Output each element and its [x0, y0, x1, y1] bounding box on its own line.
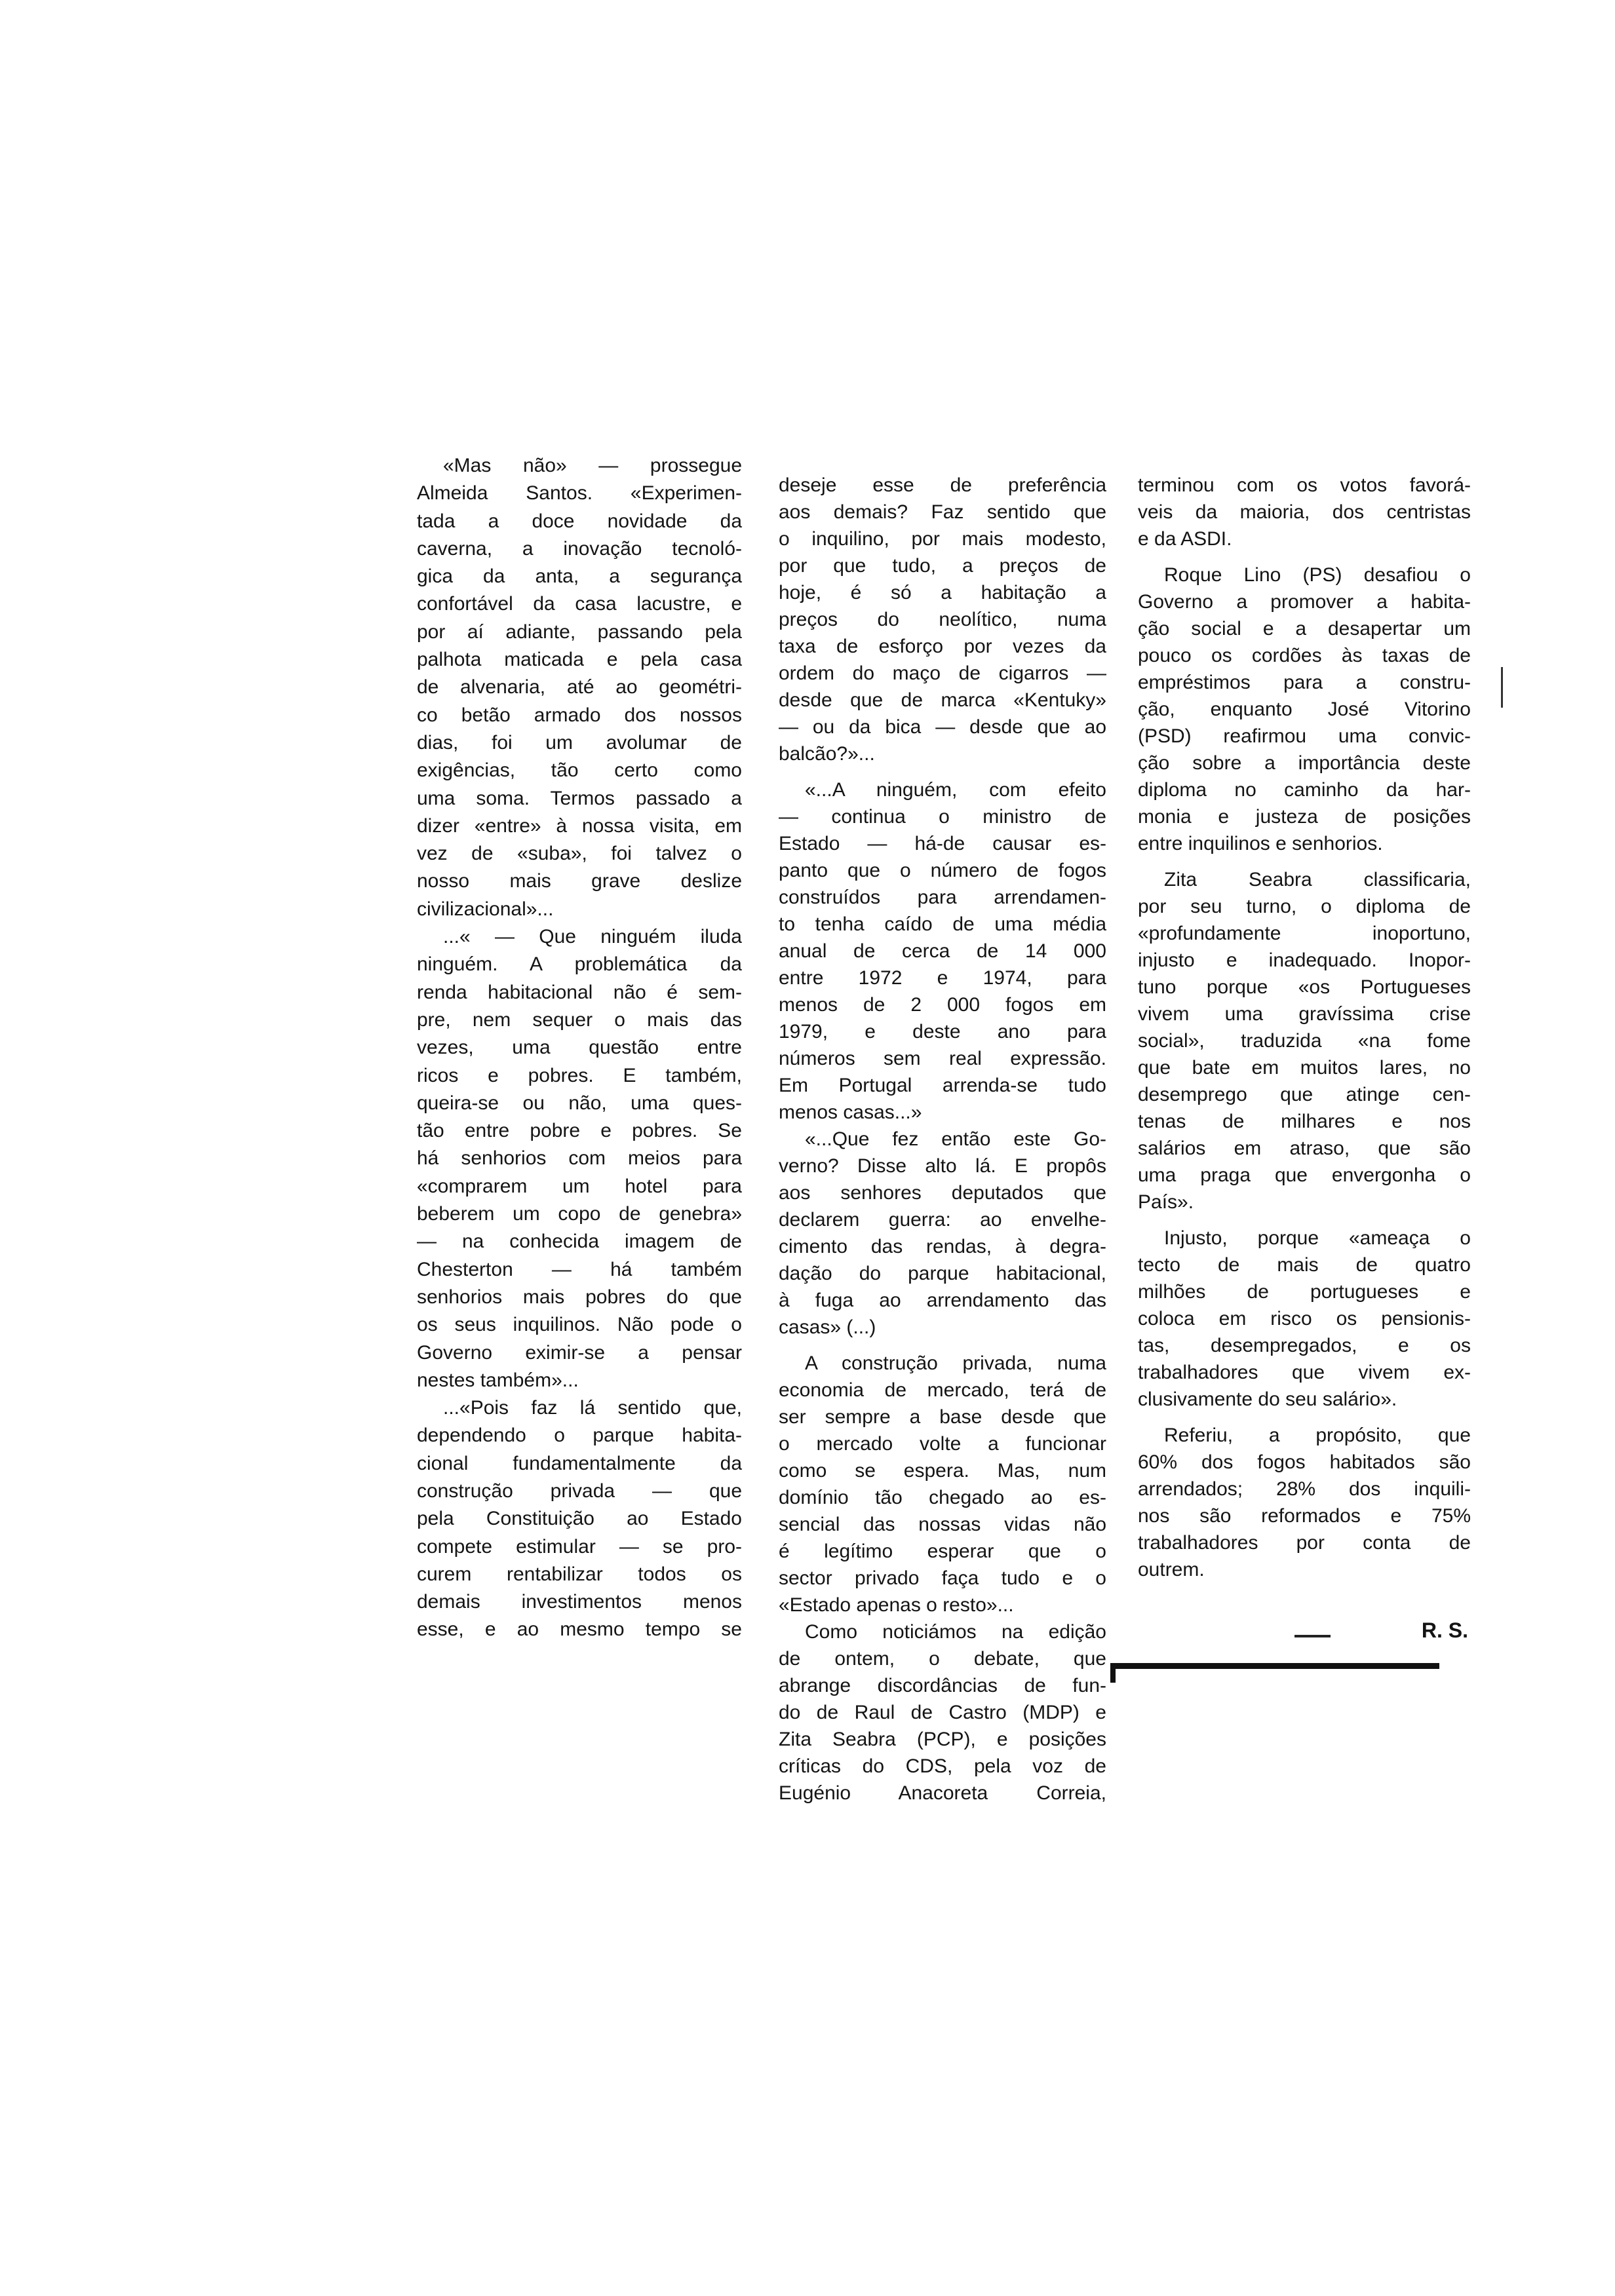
text-line: «...Que fez então este Go- — [805, 1128, 1106, 1150]
text-line: anual de cerca de 14 000 — [779, 940, 1106, 962]
paragraph — [779, 1126, 1106, 1341]
text-line: tenas de milhares e nos — [1138, 1111, 1471, 1132]
text-line: desde que de marca «Kentuky» — [779, 689, 1106, 711]
paragraph — [417, 1394, 742, 1644]
paragraph — [779, 1618, 1106, 1807]
text-line: vivem uma gravíssima crise — [1138, 1003, 1471, 1025]
text-line: co betão armado dos nossos — [417, 704, 742, 726]
text-line: renda habitacional não é sem- — [417, 981, 742, 1003]
text-line: «comprarem um hotel para — [417, 1175, 742, 1197]
text-line: ção social e a desapertar um — [1138, 618, 1471, 640]
text-line: terminou com os votos favorá- — [1138, 474, 1471, 496]
text-line: veis da maioria, dos centristas — [1138, 501, 1471, 523]
text-line: por que tudo, a preços de — [779, 555, 1106, 577]
text-line: construção privada — que — [417, 1480, 742, 1502]
text-line: casas» (...) — [779, 1316, 876, 1338]
text-line: Em Portugal arrenda-se tudo — [779, 1075, 1106, 1096]
text-line: social», traduzida «na fome — [1138, 1030, 1471, 1052]
text-line: números sem real expressão. — [779, 1048, 1106, 1069]
paragraph — [779, 1350, 1106, 1618]
text-line: ção sobre a importância deste — [1138, 752, 1471, 774]
author-signature: R. S. — [1421, 1618, 1468, 1642]
text-line: queira-se ou não, uma ques- — [417, 1092, 742, 1114]
paragraph — [417, 923, 742, 1394]
text-line: críticas do CDS, pela voz de — [779, 1755, 1106, 1777]
text-line: País». — [1138, 1191, 1194, 1213]
text-line: domínio tão chegado ao es- — [779, 1487, 1106, 1508]
text-line: Como noticiámos na edição — [805, 1621, 1106, 1643]
text-line: nosso mais grave deslize — [417, 870, 742, 892]
text-line: há senhorios com meios para — [417, 1147, 742, 1170]
text-line: pouco os cordões às taxas de — [1138, 645, 1471, 666]
text-line: entre 1972 e 1974, para — [779, 967, 1106, 989]
text-line: à fuga ao arrendamento das — [779, 1290, 1106, 1311]
paragraph — [779, 472, 1106, 767]
text-line: dependendo o parque habita- — [417, 1425, 742, 1447]
text-line: por aí adiante, passando pela — [417, 621, 742, 643]
text-line: Zita Seabra classificaria, — [1164, 869, 1471, 890]
text-line: cional fundamentalmente da — [417, 1452, 742, 1474]
text-line: ricos e pobres. E também, — [417, 1064, 742, 1086]
text-line: confortável da casa lacustre, e — [417, 593, 742, 615]
paragraph — [779, 776, 1106, 1126]
text-line: é legítimo esperar que o — [779, 1540, 1106, 1562]
text-line: senhorios mais pobres do que — [417, 1286, 742, 1308]
text-line: nestes também»... — [417, 1369, 579, 1391]
text-line: 1979, e deste ano para — [779, 1021, 1106, 1043]
article-column-1 — [417, 452, 742, 1644]
text-line: monia e justeza de posições — [1138, 806, 1471, 828]
text-line: tecto de mais de quatro — [1138, 1254, 1471, 1276]
paragraph — [1138, 562, 1471, 857]
text-line: Injusto, porque «ameaça o — [1164, 1227, 1471, 1249]
text-line: verno? Disse alto lá. E propôs — [779, 1155, 1106, 1177]
paragraph — [1138, 1422, 1471, 1583]
text-line: «Mas não» — prossegue — [443, 455, 742, 476]
text-line: compete estimular — se pro- — [417, 1535, 742, 1558]
paragraph — [1138, 472, 1471, 552]
text-line: milhões de portugueses e — [1138, 1281, 1471, 1303]
text-line: Roque Lino (PS) desafiou o — [1164, 564, 1471, 586]
text-line: — continua o ministro de — [779, 806, 1106, 828]
text-line: Governo eximir-se a pensar — [417, 1341, 742, 1364]
text-line: uma praga que envergonha o — [1138, 1164, 1471, 1186]
text-line: aos senhores deputados que — [779, 1182, 1106, 1204]
text-line: clusivamente do seu salário». — [1138, 1388, 1397, 1410]
article-column-3 — [1138, 472, 1471, 1583]
text-line: vez de «suba», foi talvez o — [417, 843, 742, 865]
text-line: hoje, é só a habitação a — [779, 582, 1106, 603]
text-line: panto que o número de fogos — [779, 860, 1106, 881]
text-line: cimento das rendas, à degra- — [779, 1236, 1106, 1257]
text-line: (PSD) reafirmou uma convic- — [1138, 725, 1471, 747]
text-line: de ontem, o debate, que — [779, 1648, 1106, 1670]
text-line: menos de 2 000 fogos em — [779, 994, 1106, 1016]
text-line: «Estado apenas o resto»... — [779, 1594, 1014, 1616]
text-line: 60% dos fogos habitados são — [1138, 1451, 1471, 1473]
text-line: «profundamente inoportuno, — [1138, 923, 1471, 944]
end-rule — [1112, 1663, 1439, 1669]
text-line: A construção privada, numa — [805, 1352, 1106, 1374]
text-line: taxa de esforço por vezes da — [779, 636, 1106, 657]
text-line: ninguém. A problemática da — [417, 953, 742, 976]
text-line: balcão?»... — [779, 743, 875, 765]
text-line: civilizacional»... — [417, 898, 554, 920]
text-line: palhota maticada e pela casa — [417, 649, 742, 671]
text-line: Eugénio Anacoreta Correia, — [779, 1782, 1106, 1804]
text-line: ção, enquanto José Vitorino — [1138, 698, 1471, 720]
text-line: arrendados; 28% dos inquili- — [1138, 1478, 1471, 1500]
text-line: tão entre pobre e pobres. Se — [417, 1120, 742, 1142]
text-line: o mercado volte a funcionar — [779, 1433, 1106, 1455]
paragraph — [1138, 1225, 1471, 1413]
text-line: dação do parque habitacional, — [779, 1263, 1106, 1284]
text-line: de alvenaria, até ao geométri- — [417, 676, 742, 698]
text-line: dias, foi um avolumar de — [417, 731, 742, 754]
text-line: o inquilino, por mais modesto, — [779, 528, 1106, 550]
text-line: salários em atraso, que são — [1138, 1138, 1471, 1159]
text-line: Zita Seabra (PCP), e posições — [779, 1729, 1106, 1750]
text-line: demais investimentos menos — [417, 1591, 742, 1613]
text-line: economia de mercado, terá de — [779, 1379, 1106, 1401]
text-line: uma soma. Termos passado a — [417, 787, 742, 809]
text-line: pela Constituição ao Estado — [417, 1508, 742, 1530]
text-line: construídos para arrendamen- — [779, 887, 1106, 908]
text-line: tas, desempregados, e os — [1138, 1335, 1471, 1356]
text-line: ser sempre a base desde que — [779, 1406, 1106, 1428]
paragraph — [1138, 866, 1471, 1215]
text-line: trabalhadores que vivem ex- — [1138, 1362, 1471, 1383]
text-line: os seus inquilinos. Não pode o — [417, 1314, 742, 1336]
text-line: desemprego que atinge cen- — [1138, 1084, 1471, 1105]
text-line: abrange discordâncias de fun- — [779, 1675, 1106, 1696]
text-line: curem rentabilizar todos os — [417, 1563, 742, 1585]
text-line: que bate em muitos lares, no — [1138, 1057, 1471, 1079]
article-column-2 — [779, 472, 1106, 1807]
text-line: tada a doce novidade da — [417, 510, 742, 532]
text-line: vezes, uma questão entre — [417, 1037, 742, 1059]
text-line: declarem guerra: ao envelhe- — [779, 1209, 1106, 1231]
text-line: aos demais? Faz sentido que — [779, 501, 1106, 523]
margin-mark — [1501, 667, 1503, 708]
text-line: do de Raul de Castro (MDP) e — [779, 1702, 1106, 1723]
text-line: entre inquilinos e senhorios. — [1138, 833, 1383, 854]
text-line: beberem um copo de genebra» — [417, 1203, 742, 1225]
text-line: nos são reformados e 75% — [1138, 1505, 1471, 1527]
text-line: pre, nem sequer o mais das — [417, 1008, 742, 1031]
paragraph — [417, 452, 742, 923]
text-line: trabalhadores por conta de — [1138, 1532, 1471, 1554]
text-line: to tenha caído de uma média — [779, 913, 1106, 935]
text-line: por seu turno, o diploma de — [1138, 896, 1471, 917]
text-line: ...« — Que ninguém iluda — [443, 926, 742, 948]
text-line: esse, e ao mesmo tempo se — [417, 1618, 742, 1641]
text-line: ordem do maço de cigarros — — [779, 662, 1106, 684]
text-line: gica da anta, a segurança — [417, 565, 742, 588]
text-line: outrem. — [1138, 1559, 1205, 1580]
text-line: e da ASDI. — [1138, 528, 1232, 550]
text-line: preços do neolítico, numa — [779, 609, 1106, 630]
text-line: menos casas...» — [779, 1101, 922, 1123]
text-line: diploma no caminho da har- — [1138, 779, 1471, 801]
text-line: «...A ninguém, com efeito — [805, 779, 1106, 801]
text-line: Chesterton — há também — [417, 1258, 742, 1280]
text-line: dizer «entre» à nossa visita, em — [417, 814, 742, 837]
text-line: Almeida Santos. «Experimen- — [417, 482, 742, 505]
text-line: — ou da bica — desde que ao — [779, 716, 1106, 738]
text-line: caverna, a inovação tecnoló- — [417, 537, 742, 560]
text-line: injusto e inadequado. Inopor- — [1138, 949, 1471, 971]
text-line: exigências, tão certo como — [417, 759, 742, 782]
text-line: coloca em risco os pensionis- — [1138, 1308, 1471, 1330]
text-line: sencial das nossas vidas não — [779, 1514, 1106, 1535]
text-line: Referiu, a propósito, que — [1164, 1425, 1471, 1446]
text-line: ...«Pois faz lá sentido que, — [443, 1397, 742, 1419]
text-line: Estado — há-de causar es- — [779, 833, 1106, 854]
text-line: sector privado faça tudo e o — [779, 1567, 1106, 1589]
text-line: como se espera. Mas, num — [779, 1460, 1106, 1482]
text-line: Governo a promover a habita- — [1138, 591, 1471, 613]
text-line: tuno porque «os Portugueses — [1138, 976, 1471, 998]
text-line: — na conhecida imagem de — [417, 1231, 742, 1253]
text-line: empréstimos para a constru- — [1138, 672, 1471, 693]
text-line: deseje esse de preferência — [779, 474, 1106, 496]
